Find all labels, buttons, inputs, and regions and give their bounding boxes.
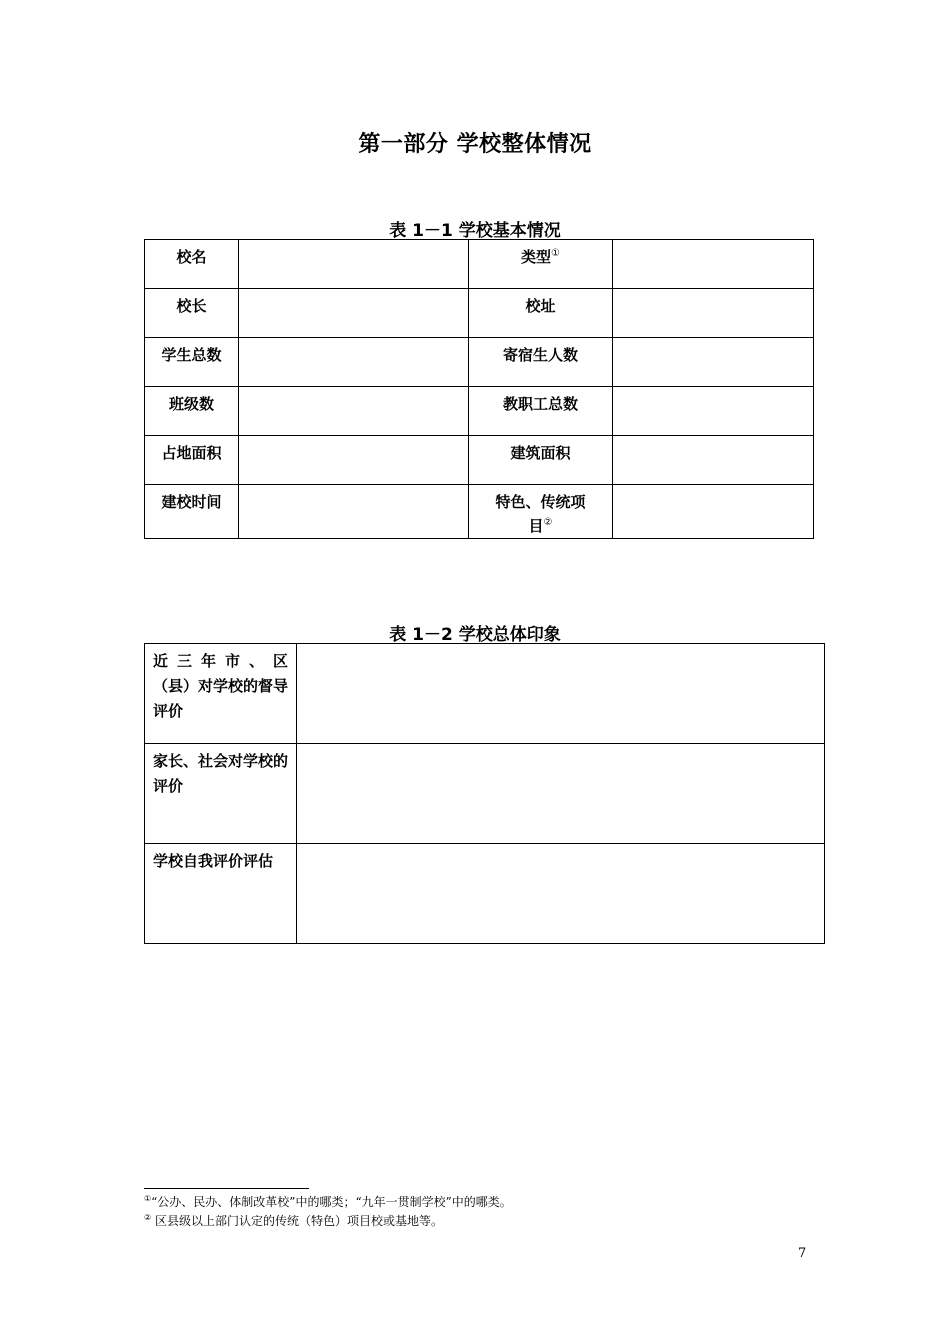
label-cell: 学生总数 (145, 338, 239, 387)
footnote-ref: ② (543, 517, 553, 528)
value-cell[interactable] (297, 644, 825, 744)
label-line: 近三年市、区 (153, 652, 288, 670)
value-cell[interactable] (613, 338, 814, 387)
table-row (145, 289, 814, 338)
table-row (145, 240, 814, 289)
value-cell[interactable] (613, 485, 814, 539)
label-cell: 班级数 (145, 387, 239, 436)
label-cell: 校名 (145, 240, 239, 289)
label-cell: 校长 (145, 289, 239, 338)
label-cell: 特色、传统项目② (469, 485, 613, 539)
table-row (145, 338, 814, 387)
table1-caption: 表 1－1 学校基本情况 (389, 221, 561, 241)
table-row (145, 644, 825, 744)
value-cell[interactable] (239, 387, 469, 436)
school-impression-table (144, 643, 825, 944)
label-line: 学校自我评价评估 (153, 852, 274, 870)
footnote-ref: ① (551, 248, 560, 259)
value-cell[interactable] (613, 387, 814, 436)
footnote-2: ② 区县级以上部门认定的传统（特色）项目校或基地等。 (144, 1213, 443, 1228)
value-cell[interactable] (297, 844, 825, 944)
value-cell[interactable] (613, 289, 814, 338)
footnote-mark: ① (144, 1194, 152, 1203)
label-cell: 建校时间 (145, 485, 239, 539)
value-cell[interactable] (613, 436, 814, 485)
label-cell: 校址 (469, 289, 613, 338)
page-title: 第一部分 学校整体情况 (358, 132, 592, 157)
label-cell: 建筑面积 (469, 436, 613, 485)
label-cell: 占地面积 (145, 436, 239, 485)
label-cell: 类型① (469, 240, 613, 289)
label-cell (145, 844, 297, 944)
value-cell[interactable] (297, 744, 825, 844)
table-row (145, 387, 814, 436)
school-basic-info-table (144, 239, 814, 539)
value-cell[interactable] (239, 240, 469, 289)
table-row (145, 844, 825, 944)
table-row (145, 485, 814, 539)
value-cell[interactable] (239, 485, 469, 539)
value-cell[interactable] (239, 289, 469, 338)
label-cell (145, 644, 297, 744)
label-cell: 寄宿生人数 (469, 338, 613, 387)
value-cell[interactable] (613, 240, 814, 289)
value-cell[interactable] (239, 338, 469, 387)
label-cell (145, 744, 297, 844)
footnote-mark: ② (144, 1213, 152, 1222)
table-row (145, 436, 814, 485)
table-row (145, 744, 825, 844)
label-line: 家长、社会对学校的评价 (153, 752, 289, 795)
value-cell[interactable] (239, 436, 469, 485)
table2-caption: 表 1－2 学校总体印象 (389, 625, 561, 645)
footnote-separator (144, 1188, 309, 1189)
label-line: （县）对学校的督导评价 (153, 677, 289, 720)
footnote-1: ①“公办、民办、体制改革校”中的哪类；“九年一贯制学校”中的哪类。 (144, 1194, 512, 1209)
page-number: 7 (798, 1246, 807, 1261)
label-cell: 教职工总数 (469, 387, 613, 436)
